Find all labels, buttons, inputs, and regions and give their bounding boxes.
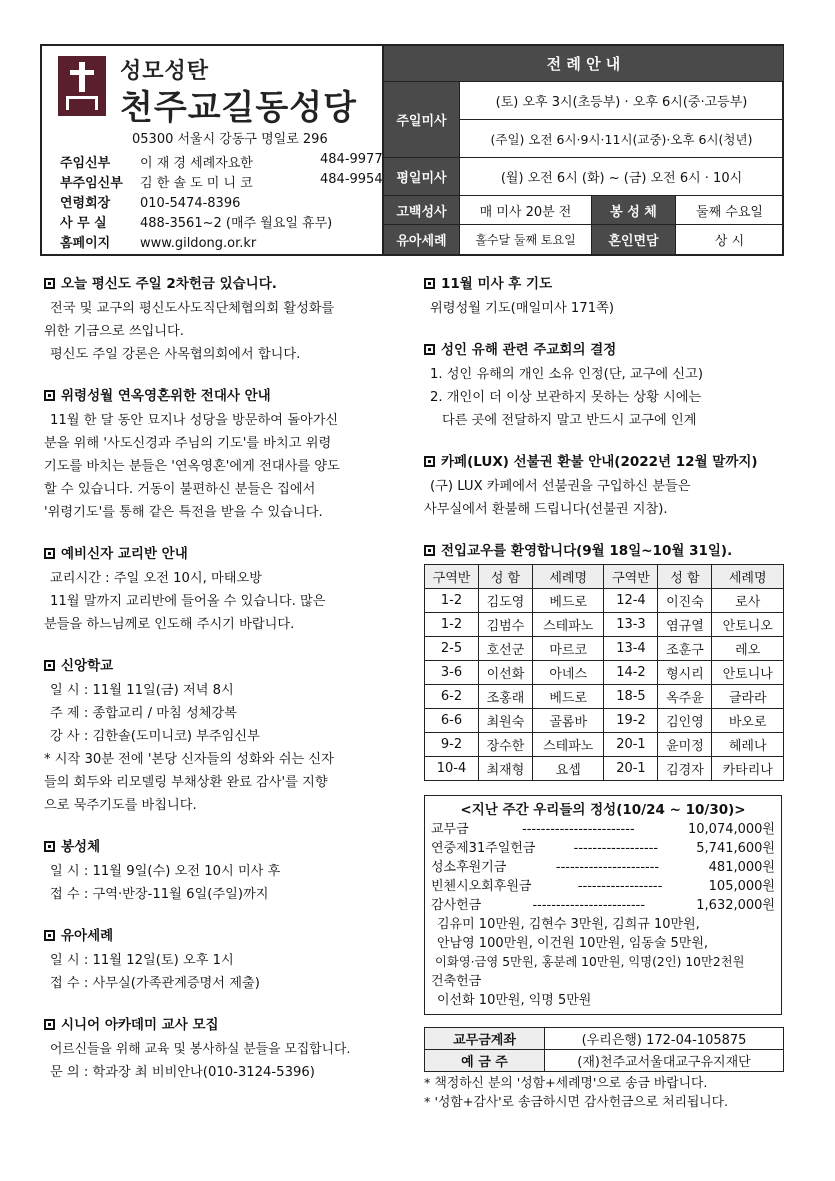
table-cell: 호선군 [478,637,532,661]
weekday-mass-times: (월) 오전 6시 (화) ~ (금) 오전 6시 · 10시 [460,158,784,196]
table-cell: 최재형 [478,757,532,781]
notice-line: 일 시 : 11월 12일(토) 오후 1시 [50,953,234,968]
notice-line: 분들을 하느님께로 인도해 주시기 바랍니다. [44,617,295,632]
table-cell: 9-2 [425,733,479,757]
notice-indulgence [44,384,412,524]
sunday-mass-label: 주일미사 [384,82,460,158]
table-row [425,709,784,733]
table-row [425,613,784,637]
table-cell: 골롬바 [532,709,604,733]
table-cell: 조홍래 [478,685,532,709]
new-parishioners-table [424,564,784,781]
notice-new-parishioners [424,539,788,781]
notice-title: 카페(LUX) 선불권 환불 안내(2022년 12월 말까지) [441,454,758,470]
bullet-box-icon [44,660,55,671]
schedule-title: 전 례 안 내 [384,46,784,82]
notice-title: 위령성월 연옥영혼위한 전대사 안내 [61,388,271,404]
bullet-box-icon [424,545,435,556]
communion-time: 둘째 수요일 [676,196,784,225]
notice-line: 기도를 바치는 분들은 '연옥영혼'에게 전대사를 양도 [44,459,340,474]
notice-line: 2. 개인이 더 이상 보관하지 못하는 상황 시에는 [430,390,702,405]
table-cell: 2-5 [425,637,479,661]
notice-line: 위령성월 기도(매일미사 171쪽) [430,301,614,316]
table-cell: 글라라 [712,685,784,709]
offering-row: 교무금 ------------------------ 10,074,000원 [431,822,775,837]
table-cell: 10-4 [425,757,479,781]
notice-line: 접 수 : 구역·반장-11월 6일(주일)까지 [50,887,269,902]
info-row-assistant-pastor: 부주임신부 김 한 솔 도 미 니 코 484-9954 [60,172,383,191]
building-offering-label: 건축헌금 [431,974,482,989]
offering-row: 감사헌금 ------------------------ 1,632,000원 [431,898,775,913]
table-cell: 김인영 [658,709,712,733]
info-row-pastor: 주임신부 이 재 경 세례자요한 484-9977 [60,152,383,171]
table-row [425,637,784,661]
thanks-offering-line: 이화영·금영 5만원, 홍분례 10만원, 익명(2인) 10만2천원 [435,955,745,969]
table-cell: 바오로 [712,709,784,733]
notice-line: (구) LUX 카페에서 선불권을 구입하신 분들은 [430,479,691,494]
notice-line: 11월 한 달 동안 묘지나 성당을 방문하여 돌아가신 [50,413,339,428]
notice-home-communion [44,835,412,906]
table-cell: 헤레나 [712,733,784,757]
notice-title: 11월 미사 후 기도 [441,276,553,292]
bullet-box-icon [44,390,55,401]
table-row [425,589,784,613]
table-cell: 12-4 [604,589,658,613]
notice-title: 시니어 아카데미 교사 모집 [61,1017,219,1033]
notice-line: 다른 곳에 전달하지 말고 반드시 교구에 인계 [442,413,697,428]
notice-line: * 시작 30분 전에 '본당 신자들의 성화와 쉬는 신자 [44,752,334,767]
info-row-homepage: 홈페이지 www.gildong.or.kr [60,236,257,251]
bullet-box-icon [44,278,55,289]
table-cell: 스테파노 [532,613,604,637]
column-header: 세례명 [532,565,604,589]
footnote: * '성함+감사'로 송금하시면 감사헌금으로 처리됩니다. [424,1095,729,1110]
notice-title: 신앙학교 [61,658,114,674]
offering-row: 성소후원기금 ---------------------- 481,000원 [431,860,775,875]
notice-line: 들의 회두와 리모델링 부채상환 완료 감사'를 지향 [44,775,328,790]
notice-line: 위한 기금으로 쓰입니다. [44,324,184,339]
table-cell: 이선화 [478,661,532,685]
sunday-mass-saturday: (토) 오후 3시(초등부) · 오후 6시(중·고등부) [460,82,784,120]
infant-baptism-time: 홀수달 둘째 토요일 [460,225,592,254]
notice-line: 어르신들을 위해 교육 및 봉사하실 분들을 모집합니다. [50,1042,351,1057]
footnote: * 책정하신 분의 '성함+세례명'으로 송금 바랍니다. [424,1076,708,1091]
homepage-link[interactable]: www.gildong.or.kr [140,236,257,251]
left-column [44,272,412,1102]
table-cell: 김도영 [478,589,532,613]
notice-title: 예비신자 교리반 안내 [61,546,188,562]
notice-line: 주 제 : 종합교리 / 마침 성체강복 [50,706,237,721]
notice-catechumen [44,542,412,636]
notice-line: 사무실에서 환불해 드립니다(선불권 지참). [424,502,668,517]
notice-line: 일 시 : 11월 9일(수) 오전 10시 미사 후 [50,864,281,879]
notice-line: 으로 묵주기도를 바칩니다. [44,798,197,813]
table-cell: 레오 [712,637,784,661]
table-cell: 장수한 [478,733,532,757]
bullet-box-icon [424,278,435,289]
table-cell: 6-2 [425,685,479,709]
bullet-box-icon [424,456,435,467]
table-cell: 6-6 [425,709,479,733]
table-cell: 20-1 [604,733,658,757]
table-row [425,733,784,757]
table-cell: 마르코 [532,637,604,661]
table-cell: 김경자 [658,757,712,781]
table-cell: 14-2 [604,661,658,685]
bullet-box-icon [44,1019,55,1030]
notice-senior-academy [44,1013,412,1084]
notice-november-prayer [424,272,788,320]
notice-line: 문 의 : 학과장 최 비비안나(010-3124-5396) [50,1065,315,1080]
table-cell: 김범수 [478,613,532,637]
marriage-label: 혼인면담 [592,225,676,254]
parish-subtitle: 성모성탄 [120,59,210,84]
table-header-row [425,565,784,589]
account-number: (우리은행) 172-04-105875 [545,1028,784,1050]
notice-line: 할 수 있습니다. 거동이 불편하신 분들은 집에서 [44,482,316,497]
table-cell: 이진숙 [658,589,712,613]
column-header: 세례명 [712,565,784,589]
offering-row: 연중제31주일헌금 ------------------ 5,741,600원 [431,841,775,856]
thanks-offering-line: 김유미 10만원, 김현수 3만원, 김희규 10만원, [437,917,700,932]
table-row [425,661,784,685]
table-cell: 로사 [712,589,784,613]
column-header: 구역반 [604,565,658,589]
weekly-offering-box [424,795,782,1015]
table-row [425,757,784,781]
table-body [425,589,784,781]
table-cell: 20-1 [604,757,658,781]
column-header: 성 함 [478,565,532,589]
notice-line: 강 사 : 김한솔(도미니코) 부주임신부 [50,729,260,744]
table-cell: 13-3 [604,613,658,637]
table-cell: 안토니나 [712,661,784,685]
notice-line: '위령기도'를 통해 같은 특전을 받을 수 있습니다. [44,505,323,520]
parish-name: 천주교길동성당 [120,88,357,128]
infant-baptism-label: 유아세례 [384,225,460,254]
notice-line: 교리시간 : 주일 오전 10시, 마태오방 [50,571,262,586]
info-row-office: 사 무 실 488-3561~2 (매주 월요일 휴무) [60,216,333,231]
account-holder-label: 예 금 주 [425,1050,545,1072]
table-cell: 카타리나 [712,757,784,781]
table-cell: 1-2 [425,613,479,637]
notice-title: 오늘 평신도 주일 2차헌금 있습니다. [61,276,277,292]
table-cell: 아네스 [532,661,604,685]
notice-line: 일 시 : 11월 11일(금) 저녁 8시 [50,683,234,698]
notice-line: 평신도 주일 강론은 사목협의회에서 합니다. [50,347,301,362]
bullet-box-icon [424,344,435,355]
table-row [425,1028,784,1050]
notice-title: 전입교우를 환영합니다(9월 18일~10월 31일). [441,543,733,559]
table-cell: 조훈구 [658,637,712,661]
table-cell: 베드로 [532,685,604,709]
confession-label: 고백성사 [384,196,460,225]
notice-title: 유아세례 [61,928,114,944]
notice-laity-sunday [44,272,412,366]
parish-address: 05300 서울시 강동구 명일로 296 [132,132,328,147]
offering-row: 빈첸시오회후원금 ------------------ 105,000원 [431,879,775,894]
right-column [424,272,788,1112]
notice-cafe-refund [424,450,788,521]
parish-info-panel [42,46,384,254]
table-row [425,685,784,709]
bullet-box-icon [44,930,55,941]
notice-relics-decision [424,338,788,432]
table-cell: 염규열 [658,613,712,637]
column-header: 성 함 [658,565,712,589]
notice-line: 접 수 : 사무실(가족관계증명서 제출) [50,976,260,991]
notice-line: 분을 위해 '사도신경과 주님의 기도'를 바치고 위령 [44,436,332,451]
info-row-funeral-chair: 연령회장 010-5474-8396 [60,196,241,211]
table-cell: 형시리 [658,661,712,685]
communion-label: 봉 성 체 [592,196,676,225]
confession-time: 매 미사 20분 전 [460,196,592,225]
table-cell: 윤미정 [658,733,712,757]
table-cell: 19-2 [604,709,658,733]
notice-line: 전국 및 교구의 평신도사도직단체협의회 활성화를 [50,301,335,316]
notice-title: 성인 유해 관련 주교회의 결정 [441,342,617,358]
building-offering-line: 이선화 10만원, 익명 5만원 [437,993,592,1008]
sunday-mass-sunday: (주일) 오전 6시·9시·11시(교중)·오후 6시(청년) [460,120,784,158]
notice-title: 봉성체 [61,839,101,855]
bullet-box-icon [44,548,55,559]
table-cell: 3-6 [425,661,479,685]
parish-logo-icon [58,56,106,116]
table-cell: 1-2 [425,589,479,613]
thanks-offering-line: 안남영 100만원, 이건원 10만원, 임동술 5만원, [437,936,709,951]
account-holder: (재)천주교서울대교구유지재단 [545,1050,784,1072]
table-cell: 안토니오 [712,613,784,637]
bullet-box-icon [44,841,55,852]
table-cell: 베드로 [532,589,604,613]
notice-faith-school [44,654,412,817]
table-cell: 13-4 [604,637,658,661]
account-label: 교무금계좌 [425,1028,545,1050]
table-cell: 요셉 [532,757,604,781]
offering-title: <지난 주간 우리들의 정성(10/24 ~ 10/30)> [460,802,746,818]
table-cell: 스테파노 [532,733,604,757]
notice-infant-baptism [44,924,412,995]
notice-line: 11월 말까지 교리반에 들어올 수 있습니다. 많은 [50,594,326,609]
liturgy-schedule [384,46,784,254]
table-cell: 최원숙 [478,709,532,733]
bank-account-table [424,1027,784,1072]
table-cell: 18-5 [604,685,658,709]
column-header: 구역반 [425,565,479,589]
notice-line: 1. 성인 유해의 개인 소유 인정(단, 교구에 신고) [430,367,703,382]
weekday-mass-label: 평일미사 [384,158,460,196]
table-cell: 옥주윤 [658,685,712,709]
table-row [425,1050,784,1072]
marriage-time: 상 시 [676,225,784,254]
bulletin-header [40,44,784,256]
